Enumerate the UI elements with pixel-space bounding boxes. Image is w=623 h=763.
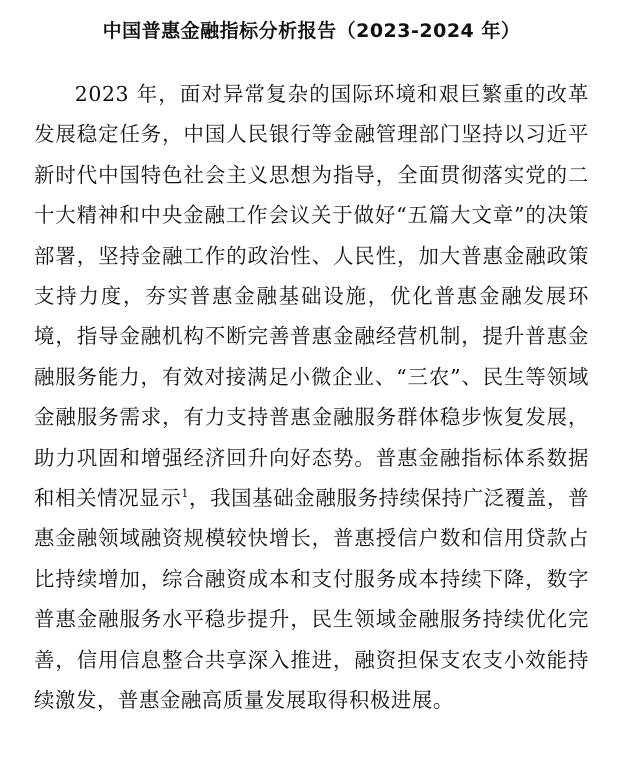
paragraph-text-part1: 2023 年，面对异常复杂的国际环境和艰巨繁重的改革发展稳定任务，中国人民银行等金融管理部门坚持以习近平新时代中国特色社会主义思想为指导，全面贯彻落实党的二十大精神和中央金融工作会议关于做好“五篇大文章”的决策部署，坚持金融工作的政治性、人民性，加大普惠金融政策支持力度，夯实普惠金融基础设施，优化普惠金融发展环境，指导金融机构不断完善普惠金融经营机制，提升普惠金融服务能力，有效对接满足小微企业、“三农”、民生等领域金融服务需求，有力支持普惠金融服务群体稳步恢复发展，助力巩固和增强经济回升向好态势。普惠金融指标体系数据和相关情况显示 (34, 82, 589, 511)
paragraph-text-part2: ，我国基础金融服务持续保持广泛覆盖，普惠金融领域融资规模较快增长，普惠授信户数和信用贷款占比持续增加，综合融资成本和支付服务成本持续下降，数字普惠金融服务水平稳步提升，民生领域金融服务持续优化完善，信用信息整合共享深入推进，融资担保支农支小效能持续激发，普惠金融高质量发展取得积极进展。 (34, 486, 589, 713)
footnote-marker[interactable]: 1 (181, 487, 189, 501)
document-title: 中国普惠金融指标分析报告（2023-2024 年） (102, 20, 521, 42)
body-paragraph (34, 74, 589, 721)
